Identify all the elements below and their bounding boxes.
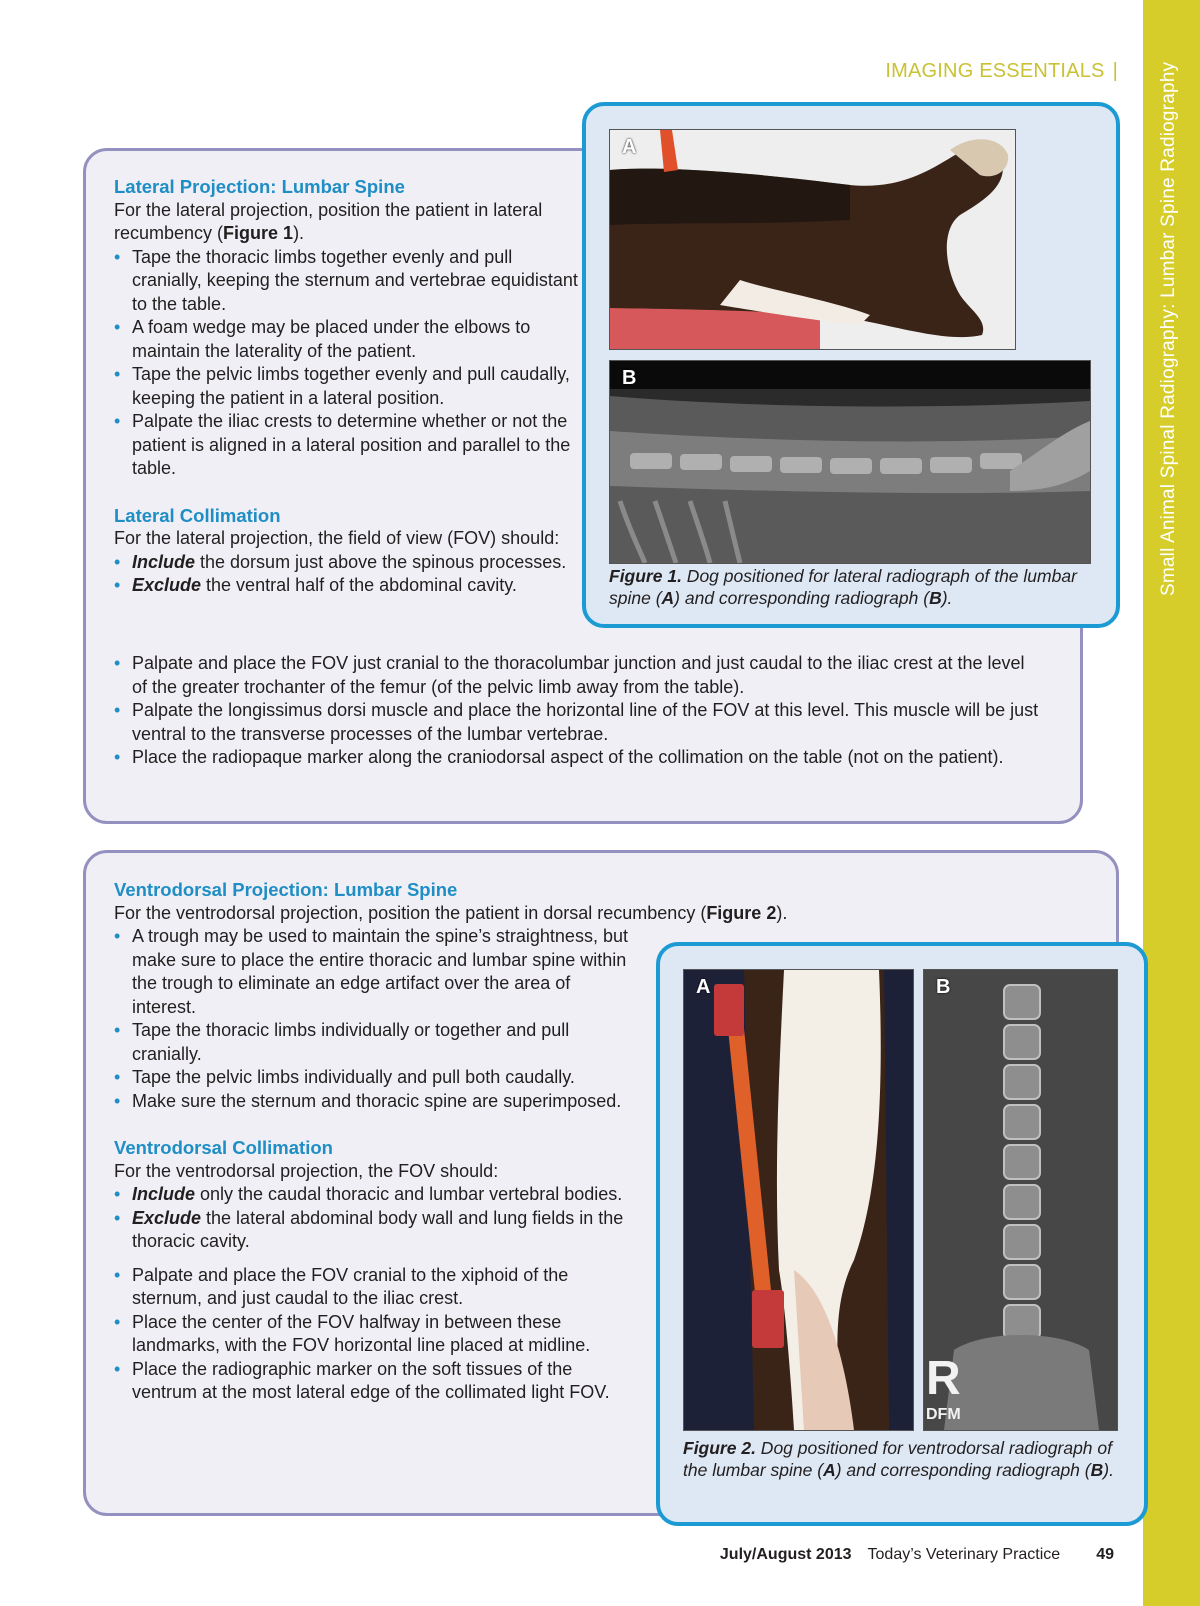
list-item: • A foam wedge may be placed under the elbows to maintain the laterality of the patient. [114,316,584,363]
figure-1-caption: Figure 1. Dog positioned for lateral radiograph of the lumbar spine (A) and corresponding radiograph (B). [609,566,1077,608]
ventrodorsal-text-block [114,925,634,1405]
ventrodorsal-intro: For the ventrodorsal projection, position the patient in dorsal recumbency (Figure 2). [114,902,788,923]
radiograph-r-marker: R [926,1352,961,1405]
list-item: • Place the radiopaque marker along the craniodorsal aspect of the collimation on the table (not on the patient). [114,746,1044,770]
dog-lateral-photo [610,130,1015,349]
lateral-collimation-steps [114,652,1044,770]
list-item: • Tape the pelvic limbs together evenly and pull caudally, keeping the patient in a lateral position. [114,363,584,410]
figure-2b-label: B [936,976,951,998]
radiograph-initials-marker: DFM [926,1406,961,1423]
figure-1b-label: B [622,367,637,389]
sidebar-title: Small Animal Spinal Radiography: Lumbar Spine Radiography [1158,61,1179,596]
lateral-text-block [114,175,584,598]
lateral-collimation-heading: Lateral Collimation [114,504,281,526]
ventrodorsal-intro-block [114,878,1074,925]
ventrodorsal-bullets [114,925,634,1113]
list-item: • Exclude the ventral half of the abdominal cavity. [114,574,584,598]
list-item: • Tape the pelvic limbs individually and pull both caudally. [114,1066,634,1090]
header-divider: | [1112,60,1118,82]
list-item: • Place the radiographic marker on the soft tissues of the ventrum at the most lateral edge of the collimated light FOV. [114,1358,634,1405]
figure-1a-photo [609,129,1016,350]
page-footer [720,1546,1114,1564]
lateral-collimation-intro: For the lateral projection, the field of view (FOV) should: [114,528,560,548]
list-item: • Tape the thoracic limbs together evenly and pull cranially, keeping the sternum and vertebrae equidistant to the table. [114,246,584,317]
magazine-name: Today’s Veterinary Practice [867,1546,1061,1563]
list-item: • Palpate the longissimus dorsi muscle and place the horizontal line of the FOV at this level. This muscle will be just ventral to the transverse processes of the lumbar vertebrae. [114,699,1044,746]
dog-ventrodorsal-photo [684,970,913,1430]
ventrodorsal-heading: Ventrodorsal Projection: Lumbar Spine [114,879,458,900]
list-item: • A trough may be used to maintain the spine’s straightness, but make sure to place the entire thoracic and lumbar spine within the trough to eliminate an edge artifact over the area of interest. [114,925,634,1019]
lateral-collimation-fov-list [114,551,584,598]
list-item: • Include only the caudal thoracic and lumbar vertebral bodies. [114,1183,634,1207]
lateral-heading: Lateral Projection: Lumbar Spine [114,176,405,197]
list-item: • Tape the thoracic limbs individually or together and pull cranially. [114,1019,634,1066]
list-item: • Make sure the sternum and thoracic spine are superimposed. [114,1090,634,1114]
figure-1a-label: A [622,136,637,158]
issue-date: July/August 2013 [719,1546,852,1563]
lateral-intro: For the lateral projection, position the patient in lateral recumbency (Figure 1). [114,199,543,243]
list-item: • Palpate and place the FOV just cranial to the thoracolumbar junction and just caudal to the iliac crest at the level of the greater trochanter of the femur (of the pelvic limb away from the table). [114,652,1044,699]
list-item: • Exclude the lateral abdominal body wall and lung fields in the thoracic cavity. [114,1207,634,1254]
lateral-radiograph-image [610,361,1090,563]
ventrodorsal-collimation-fov-list [114,1183,634,1254]
lateral-bullets [114,246,584,481]
figure-2a-photo [683,969,914,1431]
list-item: • Place the center of the FOV halfway in between these landmarks, with the FOV horizontal line placed at midline. [114,1311,634,1358]
figure-2b-radiograph [923,969,1118,1431]
section-label: IMAGING ESSENTIALS [885,60,1105,82]
list-item: • Palpate the iliac crests to determine whether or not the patient is aligned in a lateral position and parallel to the table. [114,410,584,481]
page-number: 49 [1096,1546,1114,1563]
ventrodorsal-collimation-heading: Ventrodorsal Collimation [114,1137,333,1158]
list-item: • Include the dorsum just above the spinous processes. [114,551,584,575]
figure-2a-label: A [696,976,711,998]
lateral-collimation-bullets [114,652,1044,770]
ventrodorsal-collimation-intro: For the ventrodorsal projection, the FOV should: [114,1160,499,1181]
section-header [885,60,1118,83]
ventrodorsal-collimation-bullets [114,1264,634,1405]
figure-1b-radiograph [609,360,1091,564]
list-item: • Palpate and place the FOV cranial to the xiphoid of the sternum, and just caudal to the iliac crest. [114,1264,634,1311]
figure-2-caption: Figure 2. Dog positioned for ventrodorsal radiograph of the lumbar spine (A) and corresponding radiograph (B). [683,1438,1114,1480]
